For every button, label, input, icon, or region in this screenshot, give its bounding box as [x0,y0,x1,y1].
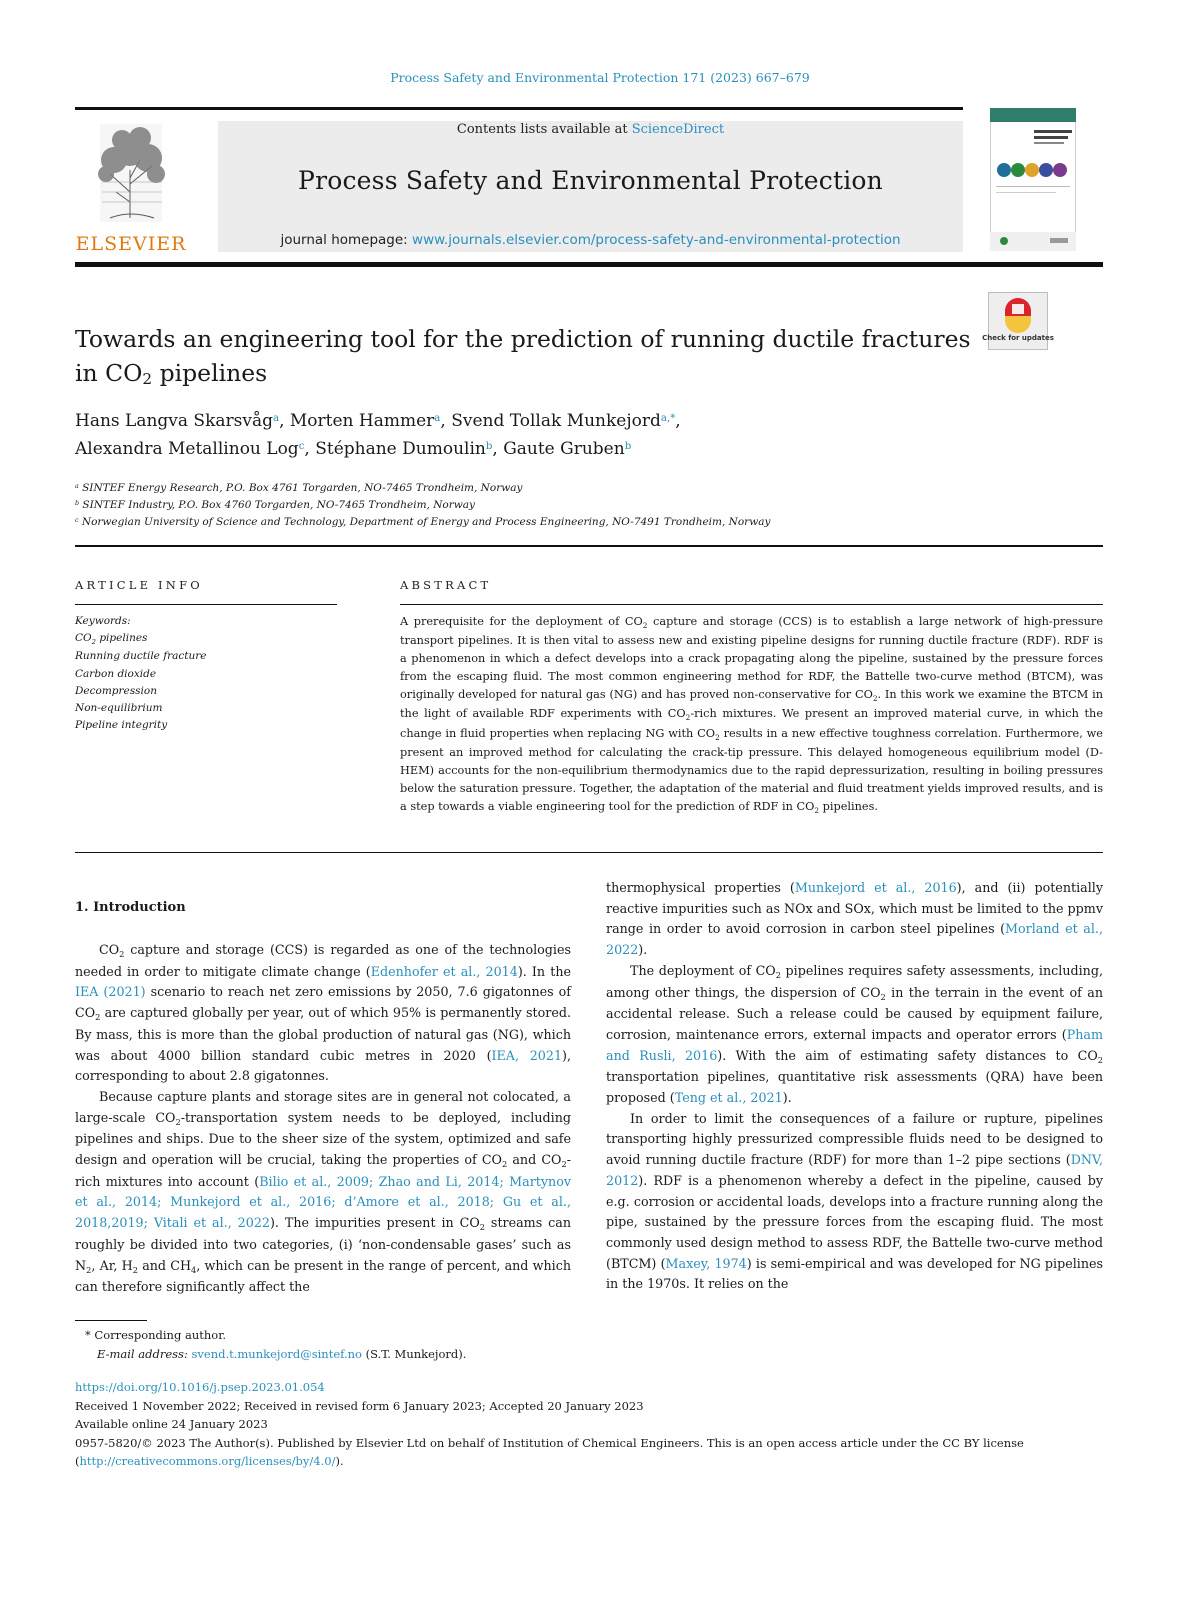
affiliation-c: $^c$ Norwegian University of Science and Technology, Department of Energy and Process Engineering, NO-7491 Trondheim, Norway [75,516,771,528]
paragraph: Because capture plants and storage sites are in general not colocated, a large-scale $CO_2$-transportation system needs to be deployed, including pipelines and ships. Due to the sheer size of the system, optimized and safe design and operation will be crucial, taking the properties of $CO_2$ and $CO_2$-rich mixtures into account (Bilio et al., 2009; Zhao and Li, 2014; Martynov et al., 2014; Munkejord et al., 2016; d’Amore et al., 2018; Gu et al., 2018,2019; Vitali et al., 2022). The impurities present in $CO_2$ streams can roughly be divided into two categories, (i) ‘non-condensable gases’ such as $N_2$, Ar, $H_2$ and $CH_4$, which can be present in the range of percent, and which can therefore significantly affect the [75,1088,571,1295]
sciencedirect-link[interactable]: ScienceDirect [631,122,725,137]
keywords-label: Keywords: [75,615,131,627]
keyword: Non-equilibrium [75,702,163,715]
svg-text:ELSEVIER: ELSEVIER [75,233,187,255]
author[interactable]: Morten Hammer$^a$ [289,411,441,431]
homepage-link[interactable]: www.journals.elsevier.com/process-safety-and-environmental-protection [412,232,901,248]
citation-link[interactable]: Edenhofer et al., 2014 [370,963,518,979]
citation-link[interactable]: Munkejord et al., 2016 [794,880,957,895]
paragraph: The deployment of $CO_2$ pipelines requires safety assessments, including, among other things, the dispersion of $CO_2$ in the terrain in the event of an accidental release. Such a release could be caused by equipment failure, corrosion, maintenance errors, external impacts and operator errors (Pham and Rusli, 2016). With the aim of estimating safety distances to $CO_2$ transportation pipelines, quantitative risk assessments (QRA) have been proposed (Teng et al., 2021). [606,962,1104,1106]
abstract-heading: ABSTRACT [400,578,492,592]
paragraph: In order to limit the consequences of a failure or rupture, pipelines transporting highly pressurized compressible fluids need to be designed to avoid running ductile fracture (RDF) for more than 1–2 pipe sections (DNV, 2012). RDF is a phenomenon whereby a defect in the pipeline, caused by e.g. corrosion or accidental loads, develops into a fracture running along the pipe, sustained by the pressure forces from the escaping fluid. The most commonly used design method to assess RDF, the Battelle two-curve method (BTCM) (Maxey, 1974) is semi-empirical and was developed for NG pipelines in the 1970s. It relies on the [606,1110,1104,1292]
affiliations [75,480,975,531]
body-column-right [606,878,1103,1295]
section-heading-introduction: 1. Introduction [75,900,186,915]
author[interactable]: Hans Langva Skarsvåg$^a$ [75,411,280,431]
paragraph: $CO_2$ capture and storage (CCS) is regarded as one of the technologies needed in order to mitigate climate change (Edenhofer et al., 2014). In the IEA (2021) scenario to reach net zero emissions by 2050, 7.6 gigatonnes of $CO_2$ are captured globally per year, out of which 95% is permanently stored. By mass, this is more than the global production of natural gas (NG), which was about 4000 billion standard cubic metres in 2020 (IEA, 2021), corresponding to about 2.8 gigatonnes. [75,942,572,1084]
keywords-list [75,613,345,734]
footnote-rule [75,1320,147,1321]
abstract-rule [400,604,1103,605]
keyword: Running ductile fracture [75,650,207,663]
svg-text:Check for updates: Check for updates [982,334,1054,342]
keyword: $CO_2$ pipelines [75,632,148,647]
citation-link[interactable]: Bilio et al., 2009; Zhao and Li, 2014; Martynov et al., 2014; Munkejord et al., 2016; d’Amore et al., 2018; Gu et al., 2018,2019; Vitali et al., 2022 [75,1173,571,1231]
check-for-updates-badge[interactable] [982,292,1054,350]
abstract-text: A prerequisite for the deployment of $CO_2$ capture and storage (CCS) is to establish a large network of high-pressure transport pipelines. It is then vital to assess new and existing pipeline designs for running ductile fracture (RDF). RDF is a phenomenon in which a defect develops into a crack propagating along the pipeline, sustained by the pressure forces from the escaping fluid. The most common engineering method for RDF, the Battelle two-curve method (BTCM), was originally developed for natural gas (NG) and has proved non-conservative for $CO_2$. In this work we examine the BTCM in the light of available RDF experiments with $CO_2$-rich mixtures. We present an improved material curve, in which the change in fluid properties when replacing NG with $CO_2$ results in a new effective toughness correlation. Furthermore, we present an improved method for calculating the crack-tip pressure. This delayed homogeneous equilibrium model (D-HEM) accounts for the non-equilibrium thermodynamics due to the rapid depressurization, resulting in boiling pressures below the saturation pressure. Together, the adaptation of the material and fluid treatment yields improved results, and is a step towards a viable engineering tool for the prediction of RDF in $CO_2$ pipelines. [400,615,1104,815]
affiliation-a: $^a$ SINTEF Energy Research, P.O. Box 4761 Torgarden, NO-7465 Trondheim, Norway [75,482,523,494]
crossmark-icon [982,292,1054,350]
elsevier-logo[interactable] [70,122,192,254]
email-link[interactable]: svend.t.munkejord@sintef.no [191,1347,362,1361]
license-text: 0957-5820/© 2023 The Author(s). Published by Elsevier Ltd on behalf of Institution of Chemical Engineers. This is an open access article under the CC BY license (http://creativecommons.org/licenses/by/4.0/). [75,1435,1024,1468]
license-link[interactable]: http://creativecommons.org/licenses/by/4.0/ [79,1454,336,1468]
publication-info [75,1378,1103,1471]
author[interactable]: Gaute Gruben$^b$ [503,439,632,459]
citation-link[interactable]: Morland et al., 2022 [606,921,1103,958]
article-title: Towards an engineering tool for the prediction of running ductile fractures in $CO_2$ pipelines [75,325,971,388]
paragraph: thermophysical properties (Munkejord et al., 2016), and (ii) potentially reactive impurities such as NOx and SOx, which must be limited to the ppmv range in order to avoid corrosion in carbon steel pipelines (Morland et al., 2022). [606,880,1103,958]
citation-link[interactable]: Teng et al., 2021 [674,1090,783,1106]
affiliation-b: $^b$ SINTEF Industry, P.O. Box 4760 Torgarden, NO-7465 Trondheim, Norway [75,499,475,511]
citation-link[interactable]: Pham and Rusli, 2016 [606,1026,1103,1063]
doi-link[interactable]: https://doi.org/10.1016/j.psep.2023.01.054 [75,1380,325,1394]
keyword: Decompression [75,684,157,697]
received-dates: Received 1 November 2022; Received in revised form 6 January 2023; Accepted 20 January 2023 [75,1398,644,1413]
journal-cover-thumbnail[interactable] [990,108,1076,251]
masthead-top-rule [75,107,963,110]
available-online: Available online 24 January 2023 [75,1417,268,1431]
author-list: Hans Langva Skarsvåg$^a$, Morten Hammer$^a$, Svend Tollak Munkejord$^{a,*}$, Alexandra Metallinou Log$^c$, Stéphane Dumoulin$^b$, Gaute Gruben$^b$ [75,411,681,459]
citation-link[interactable]: IEA, 2021 [491,1047,563,1063]
abstract-divider [75,852,1103,853]
article-info-rule [75,604,337,605]
journal-title: Process Safety and Environmental Protection [298,166,883,195]
author[interactable]: Stéphane Dumoulin$^b$ [315,439,493,459]
running-head[interactable]: Process Safety and Environmental Protection 171 (2023) 667–679 [390,70,810,85]
author[interactable]: Svend Tollak Munkejord$^{a,*}$ [451,411,676,431]
keyword: Pipeline integrity [75,719,168,732]
citation-link[interactable]: DNV, 2012 [606,1152,1103,1188]
citation-link[interactable]: IEA (2021) [75,984,146,1000]
contents-line: Contents lists available at ScienceDirect [456,122,725,137]
header-divider [75,545,1103,547]
author[interactable]: Alexandra Metallinou Log$^c$ [75,439,305,459]
corresponding-author-footnote: * Corresponding author. E-mail address: svend.t.munkejord@sintef.no (S.T. Munkejord). [85,1328,467,1361]
journal-homepage: journal homepage: www.journals.elsevier.com/process-safety-and-environmental-protection [280,232,901,248]
elsevier-tree-icon [70,122,192,254]
keyword: Carbon dioxide [75,667,157,680]
body-column-left [75,940,571,1298]
article-info-heading: ARTICLE INFO [75,578,203,592]
masthead-bottom-rule [75,262,1103,267]
citation-link[interactable]: Maxey, 1974 [665,1255,747,1271]
